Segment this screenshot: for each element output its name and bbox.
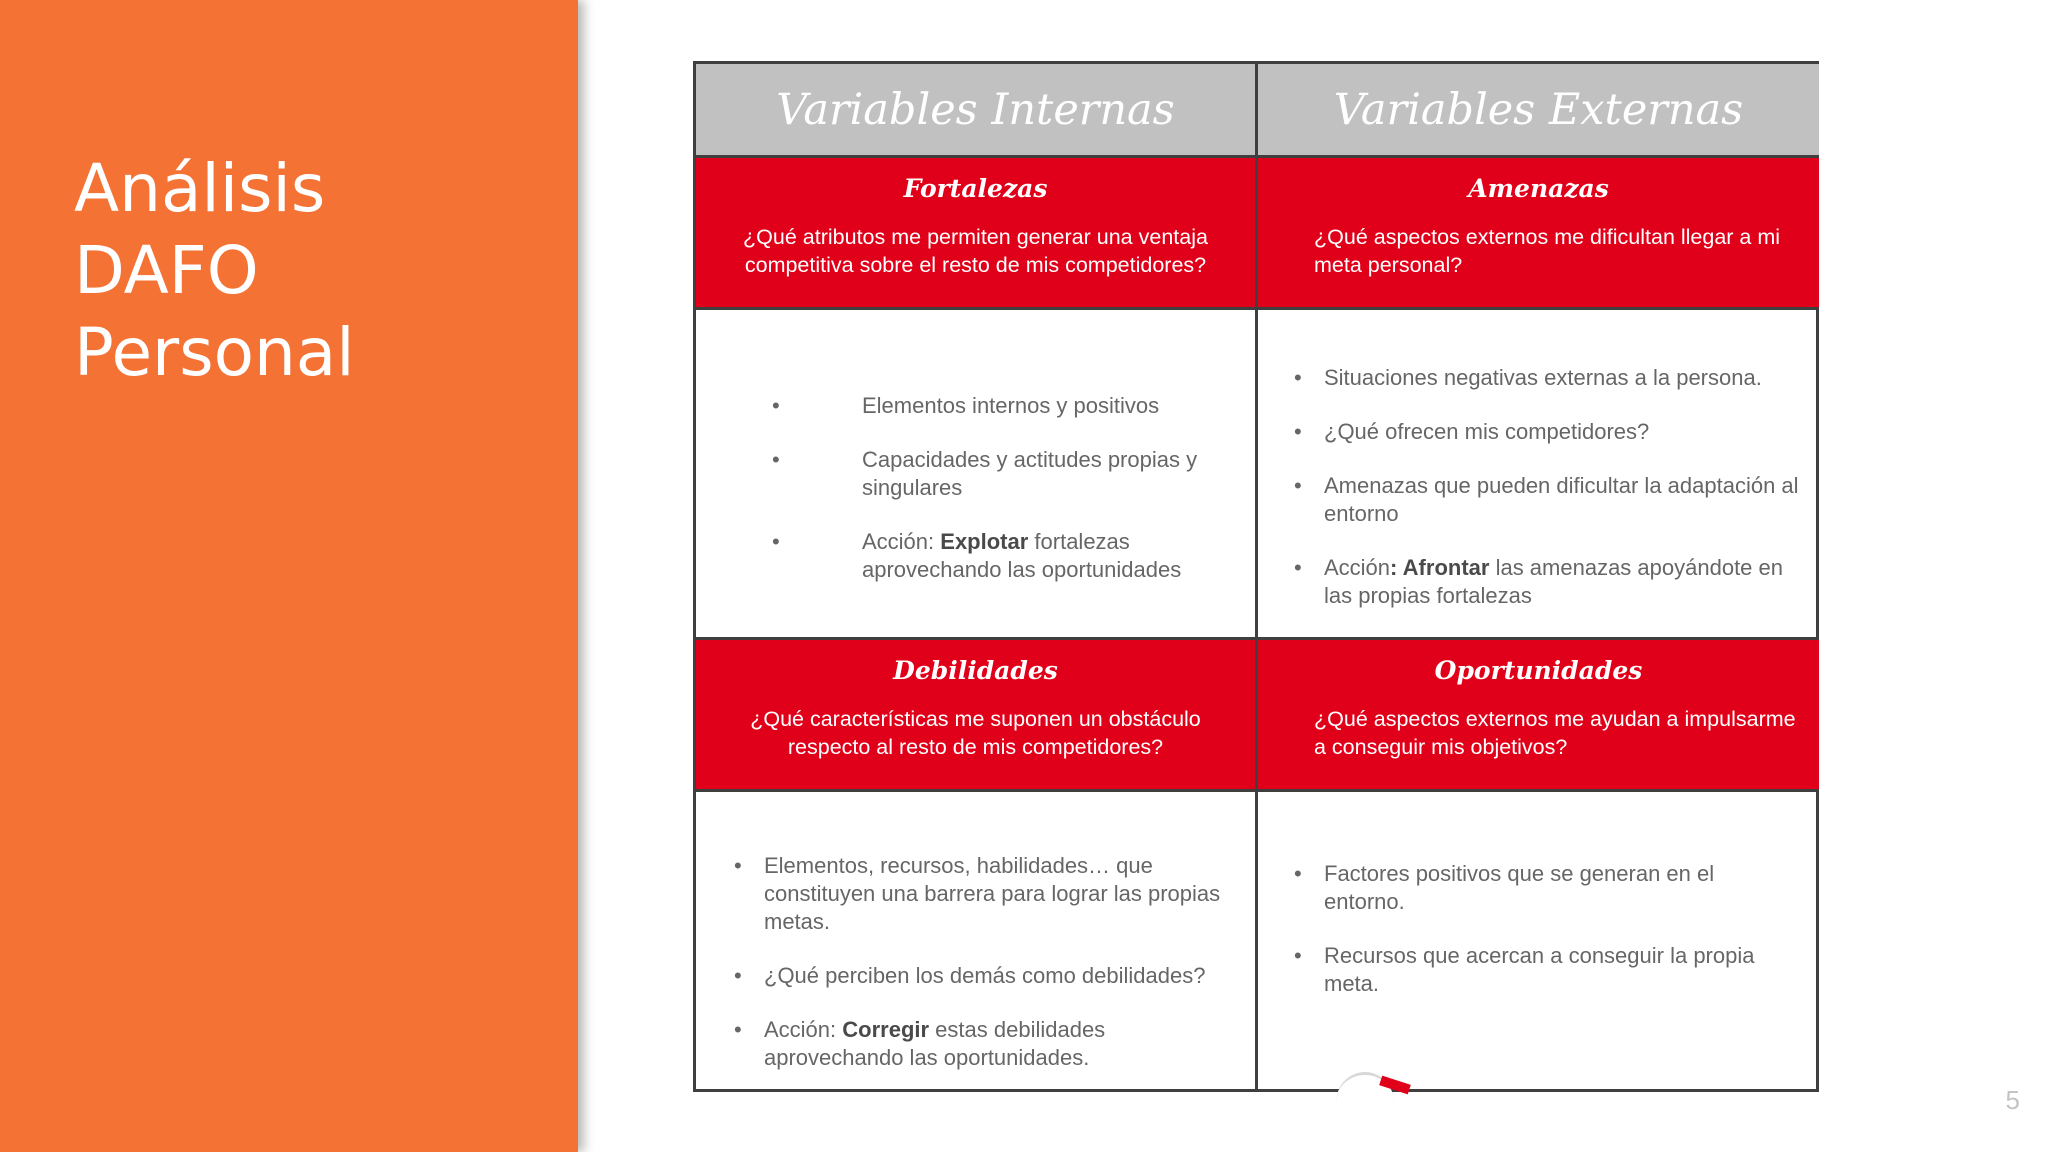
fortalezas-list-cell [696, 310, 1258, 640]
debilidades-title: Debilidades [893, 656, 1058, 685]
amenazas-list-cell [1258, 310, 1819, 640]
oportunidades-title: Oportunidades [1434, 656, 1643, 685]
list-item: • ¿Qué perciben los demás como debilidades? [764, 962, 1245, 990]
slide-title-line-1: Análisis [74, 150, 326, 227]
slide-number: 5 [2005, 1085, 2020, 1115]
header-external-variables: Variables Externas [1258, 64, 1819, 158]
oportunidades-list-cell [1258, 792, 1819, 1089]
amenazas-title: Amenazas [1468, 174, 1609, 203]
debilidades-question: ¿Qué características me suponen un obstáculo respecto al resto de mis competidores? [750, 707, 1201, 759]
list-item: • Amenazas que pueden dificultar la adaptación al entorno [1324, 472, 1799, 528]
list-item: • Factores positivos que se generan en el entorno. [1324, 860, 1799, 916]
amenazas-list [1324, 364, 1799, 610]
fortalezas-title: Fortalezas [903, 174, 1048, 203]
list-item: • Capacidades y actitudes propias y singulares [862, 446, 1225, 502]
fortalezas-list [862, 392, 1225, 584]
list-item: • Acción: Explotar fortalezas aprovechando las oportunidades [862, 528, 1225, 584]
oportunidades-list [1324, 860, 1799, 998]
list-item: • ¿Qué ofrecen mis competidores? [1324, 418, 1799, 446]
debilidades-header [696, 640, 1258, 792]
slide-title-line-3: Personal [74, 314, 355, 391]
dafo-table [693, 61, 1819, 1092]
slide-title-line-2: DAFO [74, 232, 259, 309]
amenazas-question: ¿Qué aspectos externos me dificultan llegar a mi meta personal? [1314, 225, 1781, 277]
list-item: • Recursos que acercan a conseguir la propia meta. [1324, 942, 1799, 998]
fortalezas-header [696, 158, 1258, 310]
list-item: • Acción: Corregir estas debilidades aprovechando las oportunidades. [764, 1016, 1245, 1072]
oportunidades-header [1258, 640, 1819, 792]
list-item: • Situaciones negativas externas a la persona. [1324, 364, 1799, 392]
list-item: • Elementos, recursos, habilidades… que constituyen una barrera para lograr las propias metas. [764, 852, 1245, 936]
amenazas-header [1258, 158, 1819, 310]
header-internal-variables: Variables Internas [696, 64, 1258, 158]
debilidades-list-cell [696, 792, 1258, 1089]
debilidades-list [764, 852, 1245, 1072]
oportunidades-question: ¿Qué aspectos externos me ayudan a impulsarme a conseguir mis objetivos? [1314, 707, 1796, 759]
slide-title [74, 148, 554, 394]
list-item: • Elementos internos y positivos [862, 392, 1225, 420]
list-item: • Acción: Afrontar las amenazas apoyándote en las propias fortalezas [1324, 554, 1799, 610]
fortalezas-question: ¿Qué atributos me permiten generar una ventaja competitiva sobre el resto de mis competidores? [743, 225, 1208, 277]
side-panel [0, 0, 578, 1152]
